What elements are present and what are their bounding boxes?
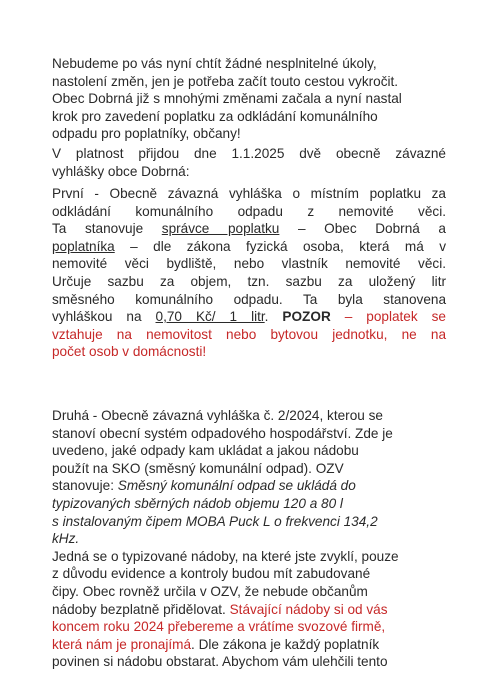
warning-text: která nám je pronajímá (52, 636, 192, 652)
text-line: nemovité věci bydliště, nebo vlastník nemovité věci. (52, 256, 446, 272)
text-line (52, 477, 446, 495)
text-line: odkládání komunálního odpadu z nemovité věci. (52, 203, 446, 219)
warning-text: – poplatek se (330, 309, 446, 325)
text-line: V platnost přijdou dne 1.1.2025 dvě obecně závazné (52, 146, 446, 161)
text-line (52, 220, 446, 238)
text-line: Nebudeme po vás nyní chtít žádné nesplnitelné úkoly, (52, 56, 377, 71)
text-line: nastolení změn, jen je potřeba začít touto cestou vykročit. (52, 73, 399, 89)
text-line: použít na SKO (směsný komunální odpad). OZV (52, 460, 344, 476)
italic-quote: Směsný komunální odpad se ukládá do (117, 478, 356, 494)
warning-text-line: počet osob v domácnosti! (52, 344, 207, 360)
warning-label: POZOR (282, 309, 331, 325)
text-span: . Dle zákona je každý poplatník (191, 636, 380, 652)
text-line (52, 636, 446, 654)
text-span: stanovuje: (52, 478, 118, 494)
italic-quote-line: kHz. (52, 531, 80, 547)
text-line (52, 601, 446, 619)
warning-text: Stávající nádoby si od vás (229, 601, 388, 617)
text-line: čipy. Obec rovněž určila v OZV, že nebude občanům (52, 583, 368, 599)
text-line: z důvodu evidence a kontroly budou mít zabudované (52, 566, 371, 582)
italic-quote-line: s instalovaným čipem MOBA Puck L o frekvenci 134,2 (52, 513, 378, 529)
text-line: Obec Dobrná již s mnohými změnami začala a nyní nastal (52, 91, 402, 107)
text-line: směsného komunálního odpadu. Ta byla stanovena (52, 291, 446, 307)
text-line: vyhlášky obce Dobrná: (52, 163, 190, 179)
text-line: uvedeno, jaké odpady kam ukládat a jakou nádobu (52, 443, 359, 459)
text-span: vyhláškou na (52, 309, 156, 325)
intro-paragraph (52, 55, 446, 143)
text-span: nádoby bezplatně přidělovat. (52, 601, 230, 617)
text-line (52, 308, 446, 326)
underlined-term-administrator: správce poplatku (161, 221, 280, 237)
text-line: Jedná se o typizované nádoby, na které jste zvyklí, pouze (52, 548, 399, 564)
validity-paragraph (52, 145, 446, 180)
text-line: povinen si nádobu obstarat. Abychom vám ulehčili tento (52, 654, 388, 670)
text-line: První - Obecně závazná vyhláška o místním poplatku za (52, 186, 446, 201)
warning-text-line: vztahuje na nemovitost nebo bytovou jednotku, ne na (52, 326, 446, 342)
text-line: stanoví obecní systém odpadového hospodářství. Zde je (52, 425, 393, 441)
italic-quote-line: typizovaných sběrných nádob objemu 120 a 80 l (52, 495, 343, 511)
underlined-term-payer: poplatníka (52, 238, 115, 254)
text-line: krok pro zavedení poplatku za odkládání komunálního (52, 108, 378, 124)
text-span: Ta stanovuje (52, 221, 162, 237)
text-span: – dle zákona fyzická osoba, která má v (114, 238, 446, 254)
text-span: – Obec Dobrná a (279, 221, 446, 237)
text-line: Druhá - Obecně závazná vyhláška č. 2/2024, kterou se (52, 408, 383, 423)
warning-text-line: koncem roku 2024 přebereme a vrátíme svozové firmě, (52, 619, 386, 635)
text-line: odpadu pro poplatníky, občany! (52, 126, 241, 142)
first-regulation-paragraph (52, 185, 446, 361)
second-regulation-paragraph (52, 407, 446, 671)
text-span: . (264, 309, 283, 325)
underlined-rate: 0,70 Kč/ 1 litr (155, 309, 265, 325)
text-line: Určuje sazbu za objem, tzn. sazbu za uložený litr (52, 273, 446, 289)
text-line (52, 238, 446, 256)
